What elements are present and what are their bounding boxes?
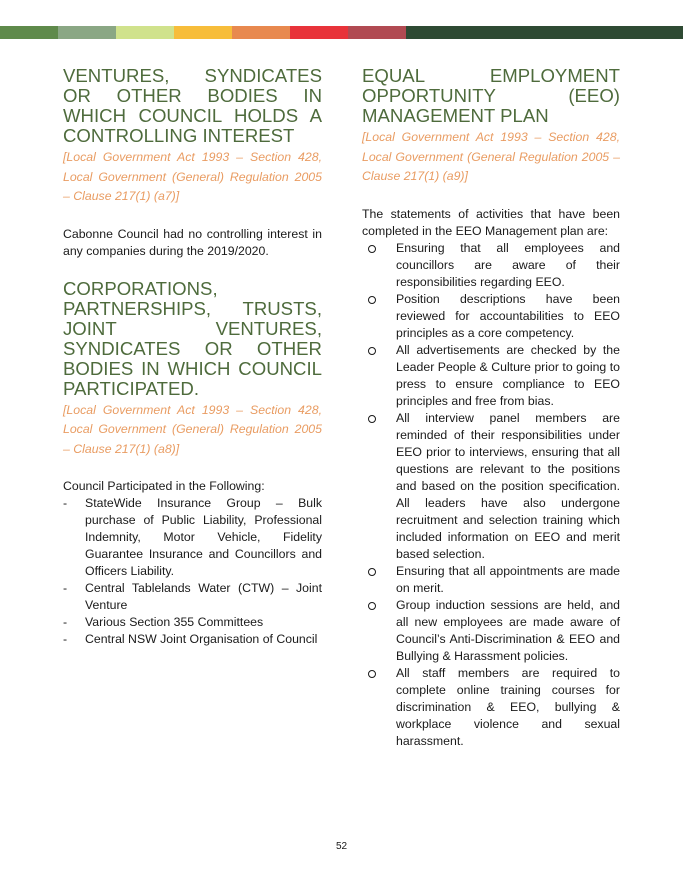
list-item bbox=[362, 291, 620, 342]
list-item bbox=[362, 410, 620, 563]
list-item-text: All advertisements are checked by the Leader People & Culture prior to going to press to ensure compliance to EEO principles and free from bias. bbox=[396, 342, 620, 408]
circle-bullet-icon bbox=[368, 415, 376, 423]
color-bar-segment bbox=[406, 26, 464, 39]
controlling-interest-body: Cabonne Council had no controlling interest in any companies during the 2019/2020. bbox=[63, 226, 322, 258]
color-bar-segment bbox=[116, 26, 174, 39]
list-item bbox=[63, 580, 322, 614]
color-bar-segment bbox=[464, 26, 522, 39]
controlling-interest-heading: VENTURES, SYNDICATES OR OTHER BODIES IN WHICH COUNCIL HOLDS A CONTROLLING INTEREST bbox=[63, 65, 322, 146]
list-item-text: Ensuring that all employees and councillors are aware of their responsibilities regarding EEO. bbox=[396, 240, 620, 289]
list-item bbox=[362, 665, 620, 750]
list-item-text: All interview panel members are reminded of their responsibilities under EEO prior to interviews, ensuring that all questions are relevant to the positions and based on the position specification. All leaders have also undergone recruitment and selection training which included information on EEO and merit based selection. bbox=[396, 410, 620, 561]
color-bar-segment bbox=[232, 26, 290, 39]
left-column bbox=[63, 66, 322, 648]
color-bar-segment bbox=[348, 26, 406, 39]
dash-marker: - bbox=[63, 496, 68, 510]
participations-intro: Council Participated in the Following: bbox=[63, 479, 265, 493]
list-item bbox=[362, 342, 620, 410]
list-item bbox=[362, 597, 620, 665]
eeo-heading: EQUAL EMPLOYMENT OPPORTUNITY (EEO) MANAGEMENT PLAN bbox=[362, 65, 620, 126]
eeo-reference: [Local Government Act 1993 – Section 428, Local Government (General Regulation 2005 – Clause 217(1) (a9)] bbox=[362, 130, 620, 183]
list-item-text: All staff members are required to complete online training courses for discrimination & EEO, bullying & workplace violence and sexual harassment. bbox=[396, 665, 620, 748]
list-item-text: Group induction sessions are held, and all new employees are made aware of Council’s Anti-Discrimination & EEO and Bullying & Harassment policies. bbox=[396, 597, 620, 663]
circle-bullet-icon bbox=[368, 568, 376, 576]
right-column bbox=[362, 66, 620, 750]
color-bar-segment bbox=[0, 26, 58, 39]
controlling-interest-reference: [Local Government Act 1993 – Section 428, Local Government (General) Regulation 2005 – Clause 217(1) (a7)] bbox=[63, 150, 322, 203]
circle-bullet-icon bbox=[368, 347, 376, 355]
list-item bbox=[362, 240, 620, 291]
color-bar-segment bbox=[638, 26, 683, 39]
list-item-text: Ensuring that all appointments are made on merit. bbox=[396, 563, 620, 595]
circle-bullet-icon bbox=[368, 245, 376, 253]
circle-bullet-icon bbox=[368, 670, 376, 678]
list-item-text: StateWide Insurance Group – Bulk purchase of Public Liability, Professional Indemnity, Motor Vehicle, Fidelity Guarantee Insurance and Councillors and Officers Liability. bbox=[85, 496, 322, 578]
top-color-bar bbox=[0, 26, 683, 39]
participations-reference: [Local Government Act 1993 – Section 428, Local Government (General) Regulation 2005 – Clause 217(1) (a8)] bbox=[63, 402, 322, 456]
circle-bullet-icon bbox=[368, 296, 376, 304]
eeo-intro: The statements of activities that have been completed in the EEO Management plan are: bbox=[362, 206, 620, 238]
dash-marker: - bbox=[63, 632, 68, 646]
color-bar-segment bbox=[174, 26, 232, 39]
list-item bbox=[63, 495, 322, 580]
circle-bullet-icon bbox=[368, 602, 376, 610]
list-item bbox=[63, 614, 322, 631]
eeo-activities-list bbox=[362, 240, 620, 750]
list-item-text: Position descriptions have been reviewed for accountabilities to EEO principles as a core competency. bbox=[396, 291, 620, 340]
color-bar-segment bbox=[290, 26, 348, 39]
color-bar-segment bbox=[580, 26, 638, 39]
list-item-text: Central Tablelands Water (CTW) – Joint Venture bbox=[85, 581, 322, 612]
color-bar-segment bbox=[522, 26, 580, 39]
list-item-text: Various Section 355 Committees bbox=[85, 615, 264, 629]
dash-marker: - bbox=[63, 615, 68, 629]
list-item bbox=[362, 563, 620, 597]
list-item bbox=[63, 631, 322, 648]
participations-heading: CORPORATIONS, PARTNERSHIPS, TRUSTS, JOINT VENTURES, SYNDICATES OR OTHER BODIES IN WHICH COUNCIL PARTICIPATED. bbox=[63, 277, 322, 399]
dash-marker: - bbox=[63, 581, 68, 595]
list-item-text: Central NSW Joint Organisation of Council bbox=[85, 632, 318, 646]
participations-list bbox=[63, 495, 322, 648]
color-bar-segment bbox=[58, 26, 116, 39]
page-number: 52 bbox=[335, 841, 348, 852]
